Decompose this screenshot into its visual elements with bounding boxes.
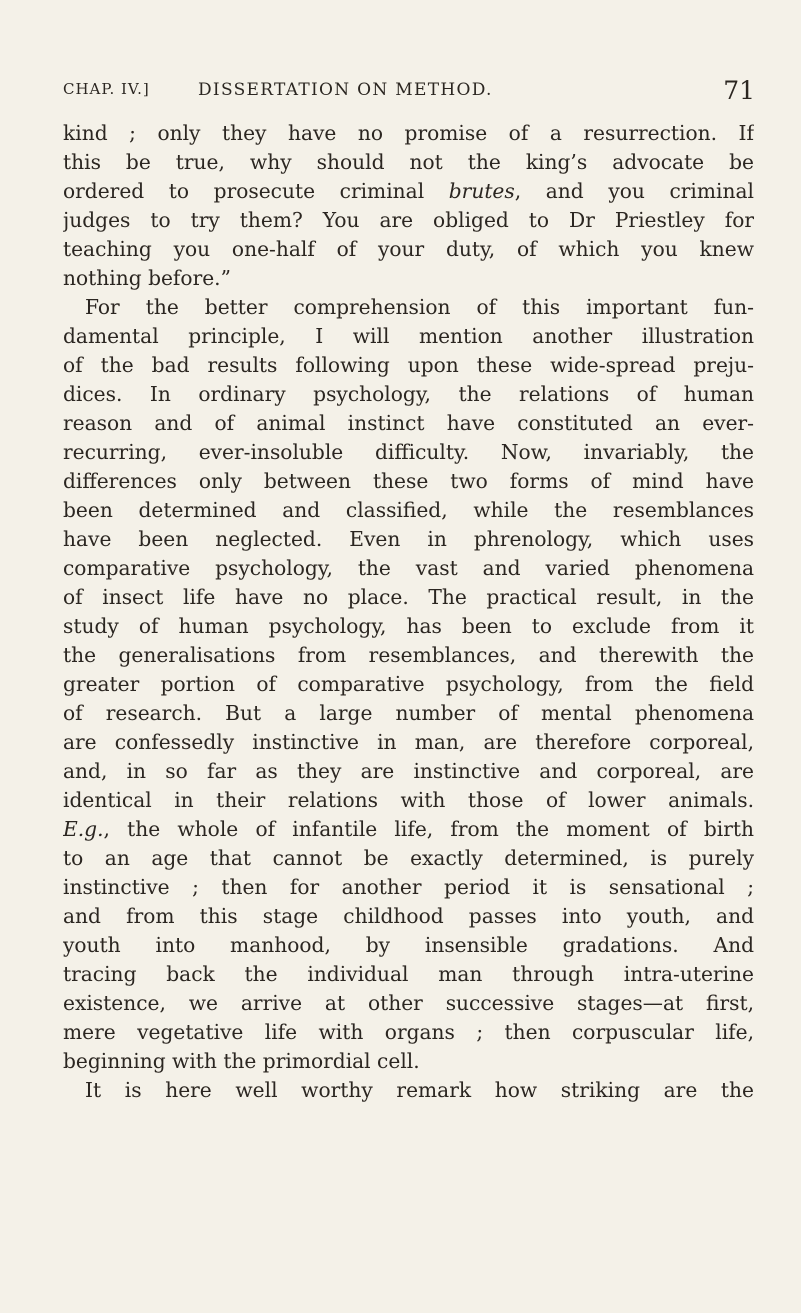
text-line: E.g., the whole of infantile life, from the moment of birth: [63, 817, 754, 841]
text-line: judges to try them? You are obliged to Dr Priestley for: [63, 208, 754, 232]
text-line: tracing back the individual man through intra-uterine: [63, 962, 754, 986]
text-line: of the bad results following upon these wide-spread preju-: [63, 353, 754, 377]
text-line: identical in their relations with those of lower animals.: [63, 788, 754, 812]
text-line: teaching you one-half of your duty, of which you knew: [63, 237, 754, 261]
text-line: been determined and classified, while the resemblances: [63, 498, 754, 522]
chapter-label: CHAP. IV.]: [63, 80, 150, 98]
page-number: 71: [723, 76, 755, 105]
text-line: and, in so far as they are instinctive and corporeal, are: [63, 759, 754, 783]
text-line: to an age that cannot be exactly determined, is purely: [63, 846, 754, 870]
text-line: recurring, ever-insoluble difficulty. Now, invariably, the: [63, 440, 754, 464]
text-line: beginning with the primordial cell.: [63, 1049, 420, 1073]
text-line: reason and of animal instinct have constituted an ever-: [63, 411, 754, 435]
text-line: of insect life have no place. The practical result, in the: [63, 585, 754, 609]
text-line: existence, we arrive at other successive stages—at first,: [63, 991, 754, 1015]
text-line: this be true, why should not the king’s advocate be: [63, 150, 754, 174]
text-line: kind ; only they have no promise of a resurrection. If: [63, 121, 754, 145]
text-line: have been neglected. Even in phrenology, which uses: [63, 527, 754, 551]
running-header: [63, 76, 755, 108]
text-line: instinctive ; then for another period it is sensational ;: [63, 875, 754, 899]
text-line: dices. In ordinary psychology, the relations of human: [63, 382, 754, 406]
text-line: nothing before.”: [63, 266, 231, 290]
text-line: and from this stage childhood passes into youth, and: [63, 904, 754, 928]
text-line: ordered to prosecute criminal brutes, and you criminal: [63, 179, 754, 203]
text-line: damental principle, I will mention another illustration: [63, 324, 754, 348]
running-title: DISSERTATION ON METHOD.: [198, 80, 493, 100]
text-line: the generalisations from resemblances, and therewith the: [63, 643, 754, 667]
text-line: comparative psychology, the vast and varied phenomena: [63, 556, 754, 580]
text-line: For the better comprehension of this important fun-: [85, 295, 754, 319]
text-line: of research. But a large number of mental phenomena: [63, 701, 754, 725]
text-line: mere vegetative life with organs ; then corpuscular life,: [63, 1020, 754, 1044]
text-line: It is here well worthy remark how striking are the: [85, 1078, 754, 1102]
text-line: differences only between these two forms of mind have: [63, 469, 754, 493]
body-text: [63, 119, 754, 1105]
text-line: are confessedly instinctive in man, are therefore corporeal,: [63, 730, 754, 754]
text-line: youth into manhood, by insensible gradations. And: [63, 933, 754, 957]
text-line: greater portion of comparative psychology, from the field: [63, 672, 754, 696]
text-line: study of human psychology, has been to exclude from it: [63, 614, 754, 638]
